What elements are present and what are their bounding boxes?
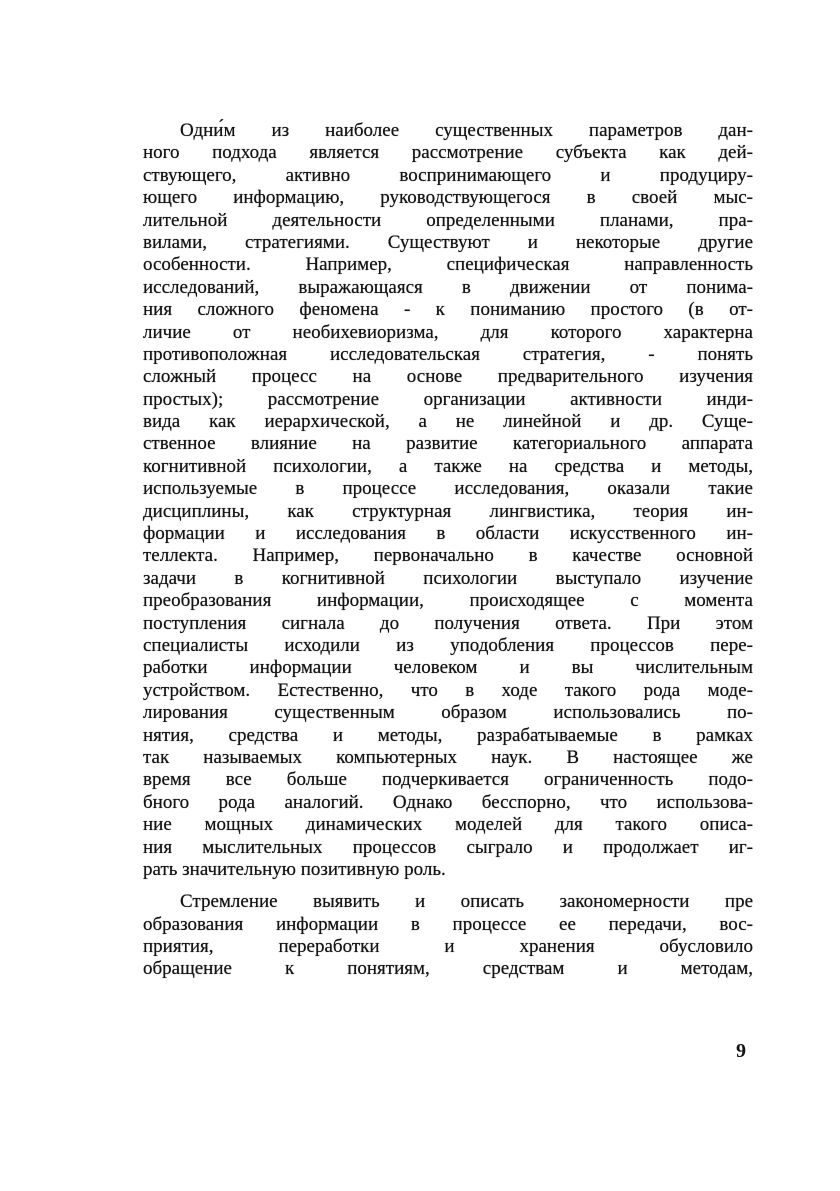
text-line: Одни́м из наиболее существенных параметров дан- <box>180 120 753 141</box>
text-line: устройством. Естественно, что в ходе такого рода моде- <box>143 679 753 701</box>
text-line: обращение к понятиям, средствам и методам, <box>143 958 753 980</box>
text-line: специалисты исходили из уподобления процессов пере- <box>143 634 753 656</box>
text-line: противоположная исследовательская стратегия, - понять <box>143 343 753 365</box>
text-line: так называемых компьютерных наук. В настоящее же <box>143 746 753 768</box>
text-line: ющего информацию, руководствующегося в своей мыс- <box>143 187 753 209</box>
text-line: простых); рассмотрение организации активности инди- <box>143 388 753 410</box>
paragraph-2 <box>143 891 753 981</box>
text-line: используемые в процессе исследования, оказали такие <box>143 478 753 500</box>
text-line: время все больше подчеркивается ограниченность подо- <box>143 769 753 791</box>
text-line: вида как иерархической, а не линейной и др. Суще- <box>143 411 753 433</box>
text-line: ствующего, активно воспринимающего и продуциру- <box>143 164 753 186</box>
page-number: 9 <box>736 1040 746 1062</box>
text-line: ния сложного феномена - к пониманию простого (в от- <box>143 299 753 321</box>
text-line: преобразования информации, происходящее с момента <box>143 590 753 612</box>
text-line: ного подхода является рассмотрение субъекта как дей- <box>143 142 753 164</box>
text-line: приятия, переработки и хранения обусловило <box>143 936 753 958</box>
text-line: поступления сигнала до получения ответа. При этом <box>143 612 753 634</box>
text-line: Стремление выявить и описать закономерности пре <box>180 891 753 913</box>
text-line: бного рода аналогий. Однако бесспорно, что использова- <box>143 791 753 813</box>
text-line: рать значительную позитивную роль. <box>143 858 446 880</box>
text-line: вилами, стратегиями. Существуют и некоторые другие <box>143 231 753 253</box>
text-line: ния мыслительных процессов сыграло и продолжает иг- <box>143 836 753 858</box>
text-line: образования информации в процессе ее передачи, вос- <box>143 913 753 935</box>
text-line: лительной деятельности определенными планами, пра- <box>143 209 753 231</box>
body-text <box>143 120 753 981</box>
text-line: ственное влияние на развитие категориального аппарата <box>143 433 753 455</box>
text-line: формации и исследования в области искусственного ин- <box>143 523 753 545</box>
text-line: личие от необихевиоризма, для которого характерна <box>143 321 753 343</box>
text-line: дисциплины, как структурная лингвистика, теория ин- <box>143 500 753 522</box>
text-line: особенности. Например, специфическая направленность <box>143 254 753 276</box>
text-line: теллекта. Например, первоначально в качестве основной <box>143 545 753 567</box>
text-line: исследований, выражающаяся в движении от понима- <box>143 276 753 298</box>
text-line: ние мощных динамических моделей для такого описа- <box>143 814 753 836</box>
text-line: когнитивной психологии, а также на средства и методы, <box>143 455 753 477</box>
text-line: сложный процесс на основе предварительного изучения <box>143 366 753 388</box>
text-line: работки информации человеком и вы числительным <box>143 657 753 679</box>
text-line: лирования существенным образом использовались по- <box>143 702 753 724</box>
text-line: нятия, средства и методы, разрабатываемые в рамках <box>143 724 753 746</box>
paragraph-1 <box>143 120 753 881</box>
text-line: задачи в когнитивной психологии выступало изучение <box>143 567 753 589</box>
paragraph-gap <box>143 881 753 891</box>
